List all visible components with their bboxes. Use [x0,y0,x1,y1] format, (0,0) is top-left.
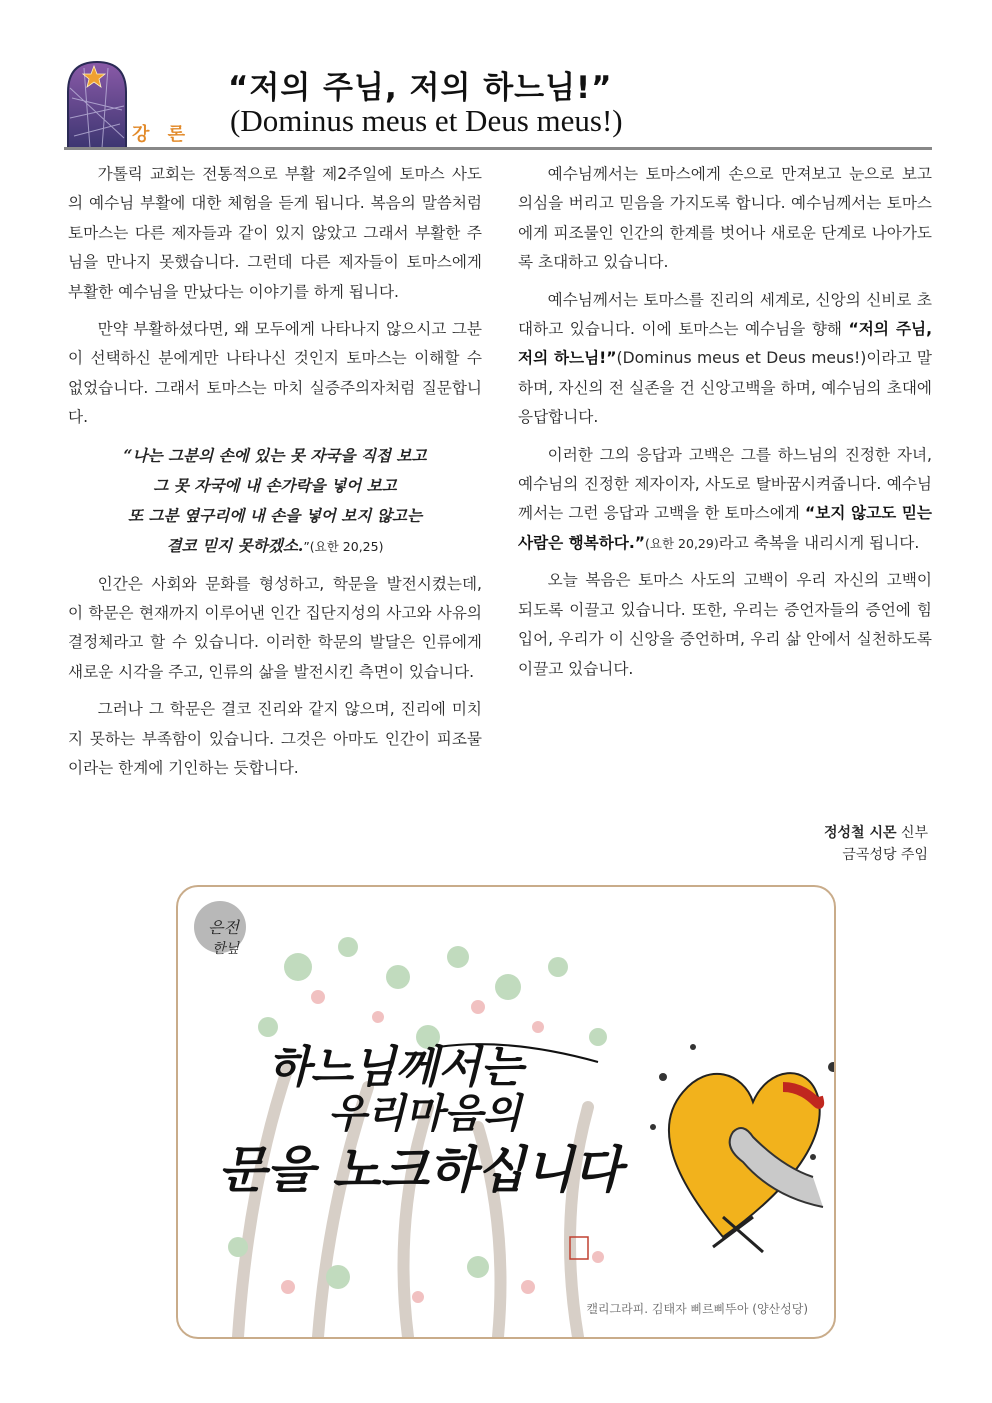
svg-text:한닢: 한닢 [212,941,240,957]
artwork-illustration [178,887,834,1337]
paragraph: 인간은 사회와 문화를 형성하고, 학문을 발전시켰는데, 이 학문은 현재까지 이루어낸 인간 집단지성의 사고와 사유의 결정체라고 할 수 있습니다. 이러한 학문의 발달은 인류에게 새로운 시각을 주고, 인류의 삶을 발전시킨 측면이 있습니다. [68,574,482,681]
author-parish: 금곡성당 주임 [842,847,928,863]
paragraph: 만약 부활하셨다면, 왜 모두에게 나타나지 않으시고 그분이 선택하신 분에게만 나타나신 것인지 토마스는 이해할 수 없었습니다. 그래서 토마스는 마치 실증주의자처럼 질문합니다. [68,320,482,427]
paragraph-text: (Dominus meus et Deus meus!)이라고 말하며, 자신의 전 실존을 건 신앙고백을 하며, 예수님의 초대에 응답합니다. [518,349,933,427]
heart-with-hand-icon [650,1044,834,1252]
paragraph: 가톨릭 교회는 전통적으로 부활 제2주일에 토마스 사도의 예수님 부활에 대한 체험을 듣게 됩니다. 복음의 말씀처럼 토마스는 다른 제자들과 같이 있지 않았고 그래서 부활한 주님을 만나지 못했습니다. 그런데 다른 제자들이 토마스에게 부활한 예수님을 만났다는 이야기를 하게 됩니다. [68,165,482,301]
artwork-caption: 캘리그라피. 김태자 삐르삐뚜아 (양산성당) [586,1302,808,1316]
quote-line: 그 못 자국에 내 손가락을 넣어 보고 [153,475,397,495]
author-title: 신부 [896,825,928,841]
paragraph-text: 이러한 그의 응답과 고백은 그를 하느님의 진정한 자녀, 예수님의 진정한 제자이자, 사도로 탈바꿈시켜줍니다. 예수님께서는 그런 응답과 고백을 한 토마스에게 [518,445,932,523]
signature-block [824,822,928,866]
scripture-quote [68,441,482,562]
emphasis-text: “저의 주님, 저의 하느님!” [518,320,933,368]
section-label: 강 론 [132,124,192,145]
header-divider [64,147,932,150]
svg-text:문을 노크하십니다: 문을 노크하십니다 [218,1140,622,1199]
emphasis-text: “보지 않고도 믿는 사람은 행복하다.” [518,504,932,552]
calligraphy-artwork [176,885,836,1339]
right-column [518,160,932,692]
paragraph: 그러나 그 학문은 결코 진리와 같지 않으며, 진리에 미치지 못하는 부족함이 있습니다. 그것은 아마도 인간이 피조물이라는 한계에 기인하는 듯합니다. [68,700,482,778]
quote-reference: ”(요한 20,25) [303,538,384,554]
paragraph [518,286,932,433]
quote-line: 결코 믿지 못하겠소. [166,535,304,555]
paragraph [518,441,932,559]
quote-line: “나는 그분의 손에 있는 못 자국을 직접 보고 [123,445,427,465]
paragraph-text: 라고 축복을 내리시게 됩니다. [718,533,920,552]
paragraph: 오늘 복음은 토마스 사도의 고백이 우리 자신의 고백이 되도록 이끌고 있습니다. 또한, 우리는 증언자들의 증언에 힘입어, 우리가 이 신앙을 증언하며, 우리 삶 안에서 실천하도록 이끌고 있습니다. [518,571,932,678]
author-name: 정성철 시몬 [824,825,897,841]
scripture-reference: (요한 20,29) [645,535,719,551]
page-title: “저의 주님, 저의 하느님!” [228,70,613,106]
paragraph-text: 예수님께서는 토마스를 진리의 세계로, 신앙의 신비로 초대하고 있습니다. 이에 토마스는 예수님을 향해 [518,290,932,339]
svg-text:하느님께서는: 하느님께서는 [268,1042,524,1093]
stained-glass-logo-icon [64,58,130,150]
left-column [68,160,482,792]
svg-text:은전: 은전 [208,918,239,937]
paragraph: 예수님께서는 토마스에게 손으로 만져보고 눈으로 보고 의심을 버리고 믿음을 가지도록 합니다. 예수님께서는 토마스에게 피조물인 인간의 한계를 벗어나 새로운 단계로 나아가도록 초대하고 있습니다. [518,165,932,272]
quote-line: 또 그분 옆구리에 내 손을 넣어 보지 않고는 [127,505,423,525]
svg-text:우리마음의: 우리마음의 [328,1090,522,1137]
page-subtitle: (Dominus meus et Deus meus!) [230,103,623,138]
